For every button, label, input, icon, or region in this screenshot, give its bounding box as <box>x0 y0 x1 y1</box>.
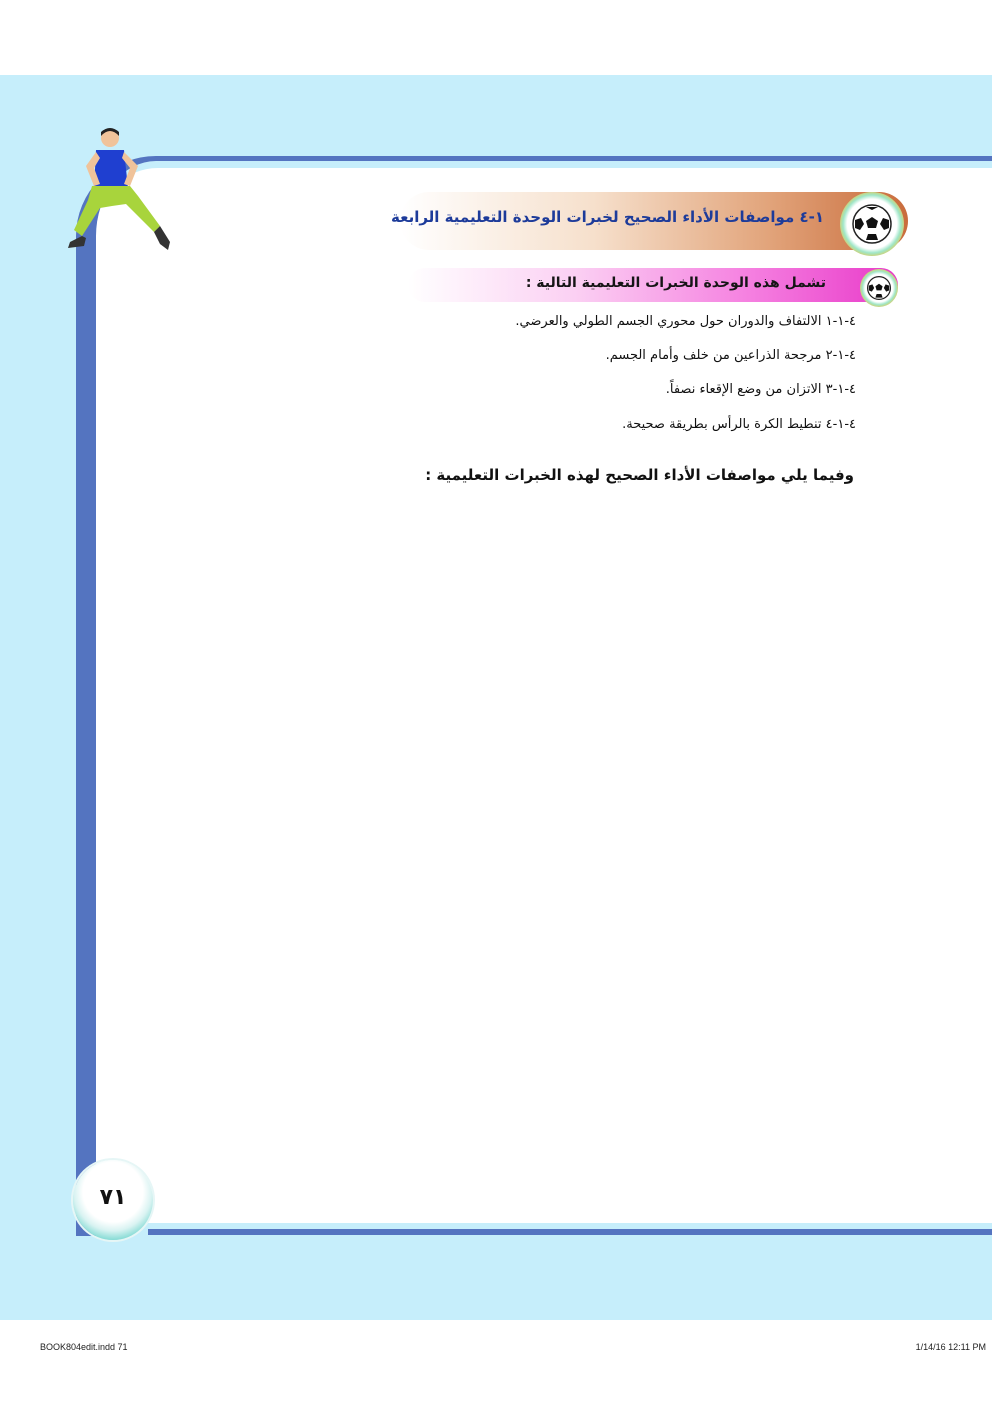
soccer-ball-icon <box>840 192 904 256</box>
list-item: ٤-١-٤ تنطيط الكرة بالرأس بطريقة صحيحة. <box>622 417 856 432</box>
list-item: ٤-١-٣ الاتزان من وضع الإقعاء نصفاً. <box>665 382 856 397</box>
bottom-rule <box>148 1229 992 1235</box>
list-item: ٤-١-١ الالتفاف والدوران حول محوري الجسم الطولي والعرضي. <box>515 314 856 329</box>
closing-heading: وفيما يلي مواصفات الأداء الصحيح لهذه الخبرات التعليمية : <box>425 466 854 484</box>
section-title: ١-٤ مواصفات الأداء الصحيح لخبرات الوحدة التعليمية الرابعة <box>391 208 824 226</box>
soccer-ball-icon <box>860 269 898 307</box>
page-number: ٧١ <box>99 1185 127 1210</box>
footer-timestamp: 1/14/16 12:11 PM <box>915 1342 986 1352</box>
player-illustration <box>60 126 178 256</box>
subtitle: تشمل هذه الوحدة الخبرات التعليمية التالية : <box>525 275 826 291</box>
list-item: ٤-١-٢ مرجحة الذراعين من خلف وأمام الجسم. <box>605 348 856 363</box>
footer-file-name: BOOK804edit.indd 71 <box>40 1342 128 1352</box>
